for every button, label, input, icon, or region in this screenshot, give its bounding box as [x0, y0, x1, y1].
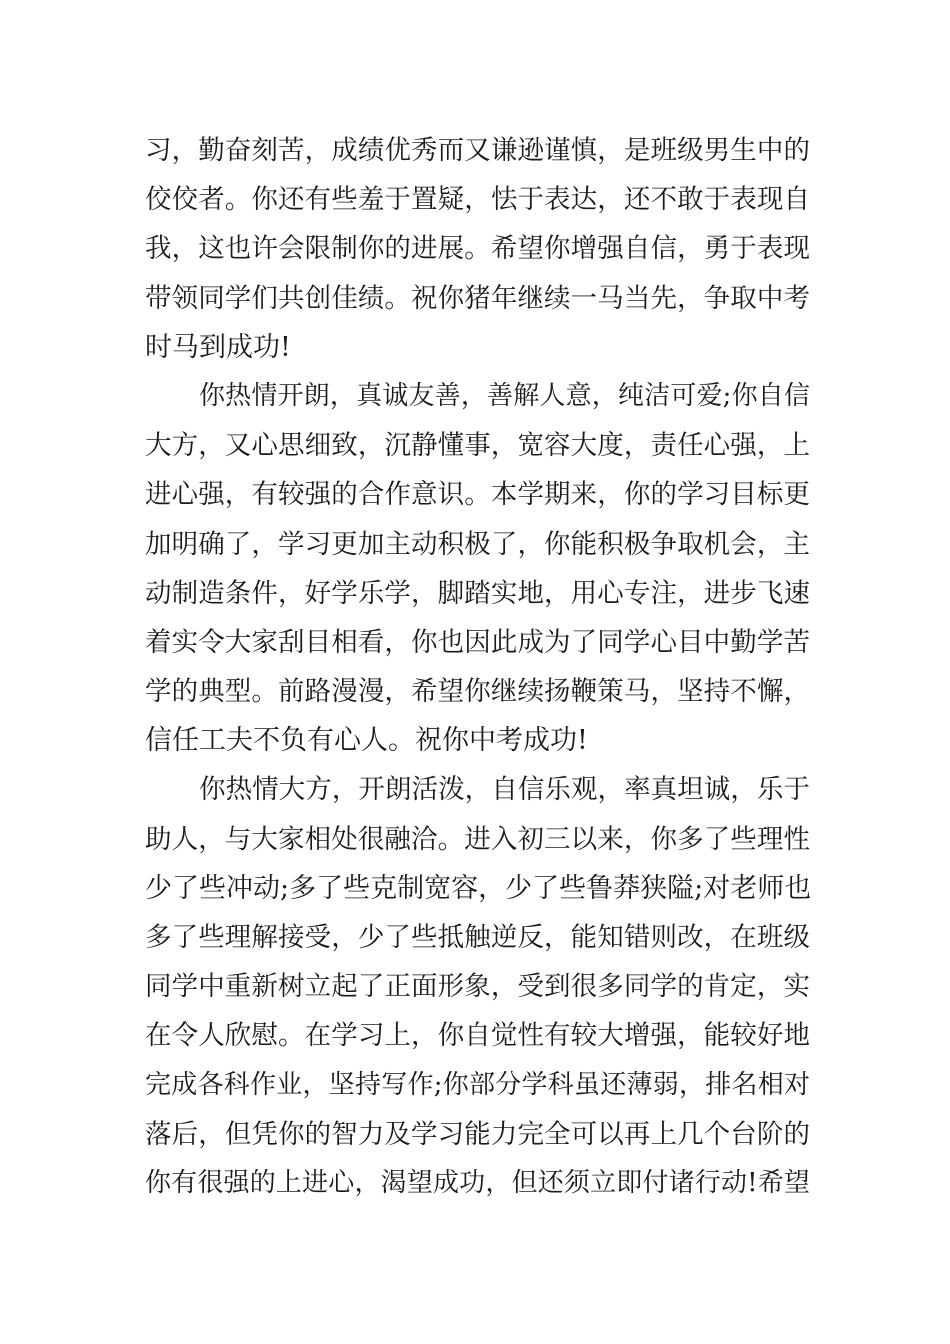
paragraph-1-line-1: 习，勤奋刻苦，成绩优秀而又谦逊谨慎，是班级男生中的 — [145, 135, 810, 166]
paragraph-1-line-3: 我，这也许会限制你的进展。希望你增强自信，勇于表现 — [145, 233, 810, 265]
paragraph-3-line-3: 少了些冲动;多了些克制宽容，少了些鲁莽狭隘;对老师也 — [145, 872, 812, 904]
paragraph-2-line-4: 加明确了，学习更加主动积极了，你能积极争取机会，主 — [145, 528, 810, 560]
paragraph-3-line-2: 助人，与大家相处很融洽。进入初三以来，你多了些理性 — [145, 823, 810, 855]
paragraph-3-line-9: 你有很强的上进心，渴望成功，但还须立即付诸行动!希望 — [145, 1167, 810, 1198]
paragraph-3-line-5: 同学中重新树立起了正面形象，受到很多同学的肯定，实 — [145, 971, 810, 1003]
paragraph-2-line-6: 着实令大家刮目相看，你也因此成为了同学心目中勤学苦 — [145, 626, 810, 658]
paragraph-2-line-3: 进心强，有较强的合作意识。本学期来，你的学习目标更 — [145, 479, 810, 511]
paragraph-2-line-8: 信任工夫不负有心人。祝你中考成功! — [145, 725, 588, 757]
paragraph-2-line-7: 学的典型。前路漫漫，希望你继续扬鞭策马，坚持不懈， — [145, 676, 810, 708]
paragraph-1-line-2: 佼佼者。你还有些羞于置疑，怯于表达，还不敢于表现自 — [145, 184, 810, 216]
paragraph-3-line-8: 落后，但凭你的智力及学习能力完全可以再上几个台阶的 — [145, 1118, 810, 1150]
paragraph-2-line-5: 动制造条件，好学乐学，脚踏实地，用心专注，进步飞速 — [145, 577, 810, 609]
paragraph-1-line-4: 带领同学们共创佳绩。祝你猪年继续一马当先，争取中考 — [145, 282, 810, 314]
paragraph-1-line-5: 时马到成功! — [145, 331, 291, 363]
paragraph-3-line-6: 在令人欣慰。在学习上，你自觉性有较大增强，能较好地 — [145, 1020, 810, 1052]
paragraph-3-line-1: 你热情大方，开朗活泼，自信乐观，率真坦诚，乐于 — [199, 774, 810, 806]
paragraph-2-line-2: 大方，又心思细致，沉静懂事，宽容大度，责任心强，上 — [145, 430, 810, 462]
paragraph-3-line-7: 完成各科作业，坚持写作;你部分学科虽还薄弱，排名相对 — [145, 1069, 810, 1100]
paragraph-3-line-4: 多了些理解接受，少了些抵触逆反，能知错则改，在班级 — [145, 922, 810, 953]
document-body — [145, 126, 810, 1208]
paragraph-2-line-1: 你热情开朗，真诚友善，善解人意，纯洁可爱;你自信 — [199, 380, 810, 411]
